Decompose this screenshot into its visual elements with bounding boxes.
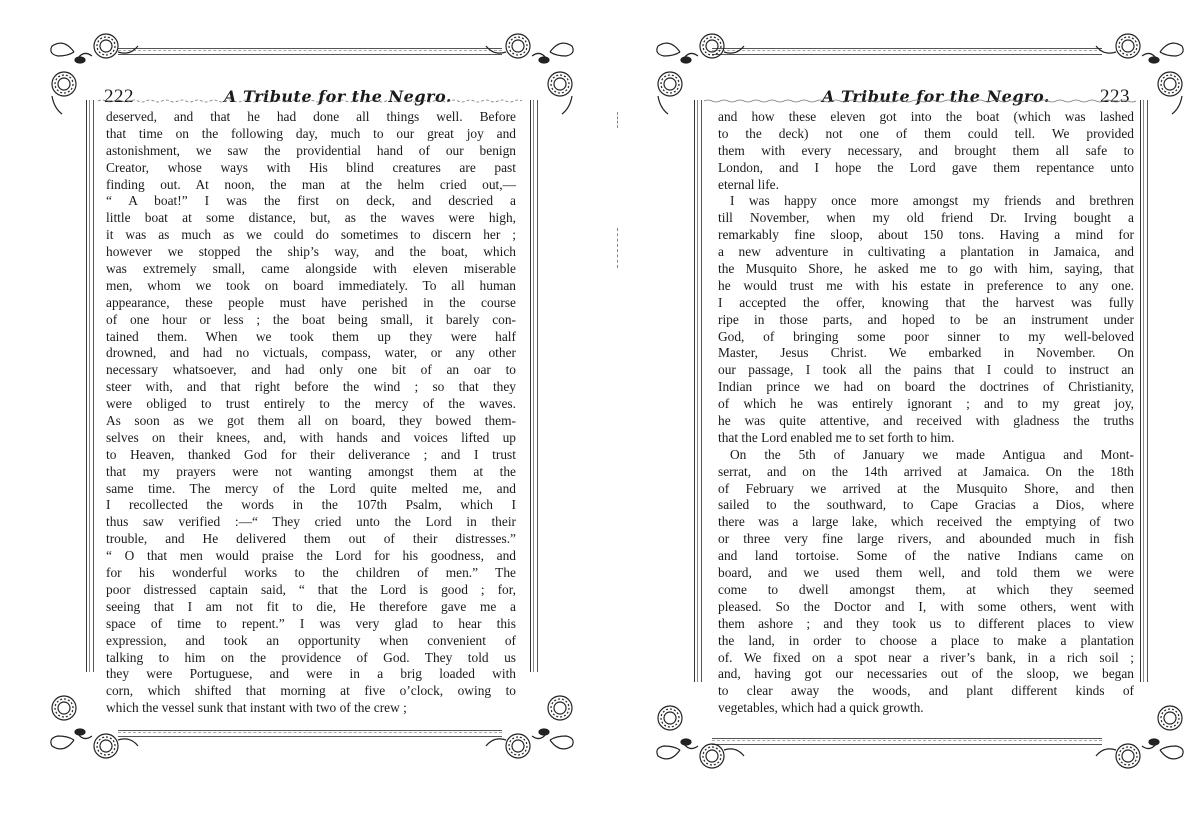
text-line: On the 5th of January we made Antigua and Mont- xyxy=(730,446,1134,462)
text-line: he would trust me with his estate in preference to any one. xyxy=(718,277,1134,293)
top-border-rule xyxy=(118,48,502,55)
running-title: A Tribute for the Negro. xyxy=(822,87,1050,106)
text-line: to the deck) not one of them could tell. We provided xyxy=(718,125,1134,141)
text-line: appearance, these people must have perished in the course xyxy=(106,294,516,310)
text-line: which the vessel sunk that instant with two of the crew ; xyxy=(106,700,407,716)
text-line: deserved, and that he had done all things well. Before xyxy=(106,109,516,124)
text-line: thus saw verified :—“ They cried unto the Lord in their xyxy=(106,514,516,530)
text-line: sailed to the southward, to Cape Gracias a Dios, where xyxy=(718,497,1134,513)
text-line: tained them. When we took them up they were half xyxy=(106,328,516,344)
text-line: ripe in those parts, and hoped to be an instrument under xyxy=(718,311,1134,327)
top-border-rule xyxy=(712,48,1102,55)
text-line: drowned, and had no victuals, compass, water, or any other xyxy=(106,345,516,361)
text-line: astonishment, we saw the providential hand of our benign xyxy=(106,142,516,158)
text-line: steer with, and that right before the wind ; so that they xyxy=(106,379,516,395)
text-line: serrat, and on the 14th arrived at Jamaica. On the 18th xyxy=(718,463,1134,479)
text-line: Indian prince we had on board the doctrines of Christianity, xyxy=(718,379,1134,395)
text-line: Creator, whose ways with His blind creatures are past xyxy=(106,159,516,175)
body-text xyxy=(106,109,516,717)
text-line: of. We fixed on a spot near a river’s bank, in a rich soil ; xyxy=(718,649,1134,665)
text-line: space of time to repent.” I was very glad to hear this xyxy=(106,615,516,631)
text-line: “ O that men would praise the Lord for his goodness, and xyxy=(106,548,516,564)
text-line: pleased. So the Doctor and I, with some others, went with xyxy=(718,598,1134,614)
text-line: and, having got our necessaries out of the sloop, we began xyxy=(718,666,1134,682)
text-line: them ashore ; and they took us to different places to view xyxy=(718,615,1134,631)
text-line: trouble, and He delivered them out of their distresses.” xyxy=(106,531,516,547)
text-line: however we stopped the ship’s way, and the boat, which xyxy=(106,244,516,260)
text-line: “ A boat!” I was the first on deck, and descried a xyxy=(106,193,516,209)
text-line: board, and we used them well, and told them we were xyxy=(718,565,1134,581)
text-line: remarkably fine sloop, about 150 tons. Having a mind for xyxy=(718,227,1134,243)
left-border-rule xyxy=(694,100,702,682)
text-line: the Musquito Shore, he asked me to go with him, saying, that xyxy=(718,261,1134,277)
text-line: that time on the following day, much to our great joy and xyxy=(106,125,516,141)
text-line: of one hour or less ; the boat being small, it barely con- xyxy=(106,311,516,327)
text-line: Master, Jesus Christ. We embarked in November. On xyxy=(718,345,1134,361)
text-line: to Heaven, thanked God for their deliverance ; and I trust xyxy=(106,446,516,462)
text-line: was extremely small, came alongside with eleven miserable xyxy=(106,261,516,277)
right-border-rule xyxy=(1140,100,1148,682)
text-line: talking to him on the providence of God. They told us xyxy=(106,649,516,665)
text-line: to clear away the woods, and plant different kinds of xyxy=(718,683,1134,699)
text-line: I was happy once more amongst my friends and brethren xyxy=(730,193,1134,209)
right-page xyxy=(600,0,1200,816)
text-line: that the Lord enabled me to set forth to him. xyxy=(718,429,955,445)
text-line: expression, and took an opportunity when convenient of xyxy=(106,632,516,648)
text-line: of which he was entirely ignorant ; and to my great joy, xyxy=(718,396,1134,412)
text-line: little boat at some distance, but, as the waves were high, xyxy=(106,210,516,226)
text-line: it was as much as we could do sometimes to discern her ; xyxy=(106,227,516,243)
gutter-mark xyxy=(617,228,619,268)
text-line: finding out. At noon, the man at the helm cried out,— xyxy=(106,176,516,192)
text-line: of February we arrived at the Musquito Shore, and then xyxy=(718,480,1134,496)
text-line: God, of bringing some poor sinner to my well-beloved xyxy=(718,328,1134,344)
text-line: there was a large lake, which received the emptying of two xyxy=(718,514,1134,530)
text-line: they were Portuguese, and were in a brig loaded with xyxy=(106,666,516,682)
text-line: come to dwell amongst them, at which they seemed xyxy=(718,581,1134,597)
body-text xyxy=(718,109,1134,717)
page-number: 223 xyxy=(1100,86,1130,107)
text-line: corn, which shifted that morning at five o’clock, owing to xyxy=(106,683,516,699)
page-number: 222 xyxy=(104,86,134,107)
text-line: a new adventure in cultivating a plantation in Jamaica, and xyxy=(718,244,1134,260)
text-line: them with every necessary, and brought them all safe to xyxy=(718,142,1134,158)
text-line: As soon as we got them all on board, they bowed them- xyxy=(106,413,516,429)
header-wavy-rule xyxy=(704,98,1136,104)
text-line: vegetables, which had a quick growth. xyxy=(718,700,924,716)
text-line: for his wonderful works to the children of men.” The xyxy=(106,565,516,581)
text-line: poor distressed captain said, “ that the Lord is good ; for, xyxy=(106,581,516,597)
text-line: were obliged to trust entirely to the mercy of the waves. xyxy=(106,396,516,412)
text-line: eternal life. xyxy=(718,176,779,192)
text-line: I accepted the offer, knowing that the harvest was fully xyxy=(718,294,1134,310)
text-line: that my prayers were not wanting amongst them at the xyxy=(106,463,516,479)
text-line: men, whom we took on board immediately. To all human xyxy=(106,277,516,293)
right-border-rule xyxy=(530,100,538,672)
text-line: till November, when my old friend Dr. Irving bought a xyxy=(718,210,1134,226)
text-line: seeing that I am not fit to die, He therefore gave me a xyxy=(106,598,516,614)
header-wavy-rule xyxy=(98,98,522,104)
text-line: the land, in order to choose a place to make a plantation xyxy=(718,632,1134,648)
text-line: or three very fine large rivers, and abounded much in fish xyxy=(718,531,1134,547)
running-title: A Tribute for the Negro. xyxy=(224,87,452,106)
text-line: same time. The mercy of the Lord quite melted me, and xyxy=(106,480,516,496)
text-line: and how these eleven got into the boat (which was lashed xyxy=(718,109,1134,124)
text-line: and land tortoise. Some of the native Indians came on xyxy=(718,548,1134,564)
text-line: our passage, I took all the pains that I could to instruct an xyxy=(718,362,1134,378)
gutter-mark xyxy=(617,112,619,128)
text-line: London, and I hope the Lord gave them repentance unto xyxy=(718,159,1134,175)
bottom-border-rule xyxy=(712,738,1102,745)
text-line: he was quite attentive, and received with gladness the truths xyxy=(718,413,1134,429)
text-line: I recollected the words in the 107th Psalm, which I xyxy=(106,497,516,513)
text-line: selves on their knees, and, with hands and voices lifted up xyxy=(106,429,516,445)
text-line: necessary whatsoever, and had only one bit of an oar to xyxy=(106,362,516,378)
bottom-border-rule xyxy=(118,730,502,737)
left-border-rule xyxy=(86,100,94,672)
